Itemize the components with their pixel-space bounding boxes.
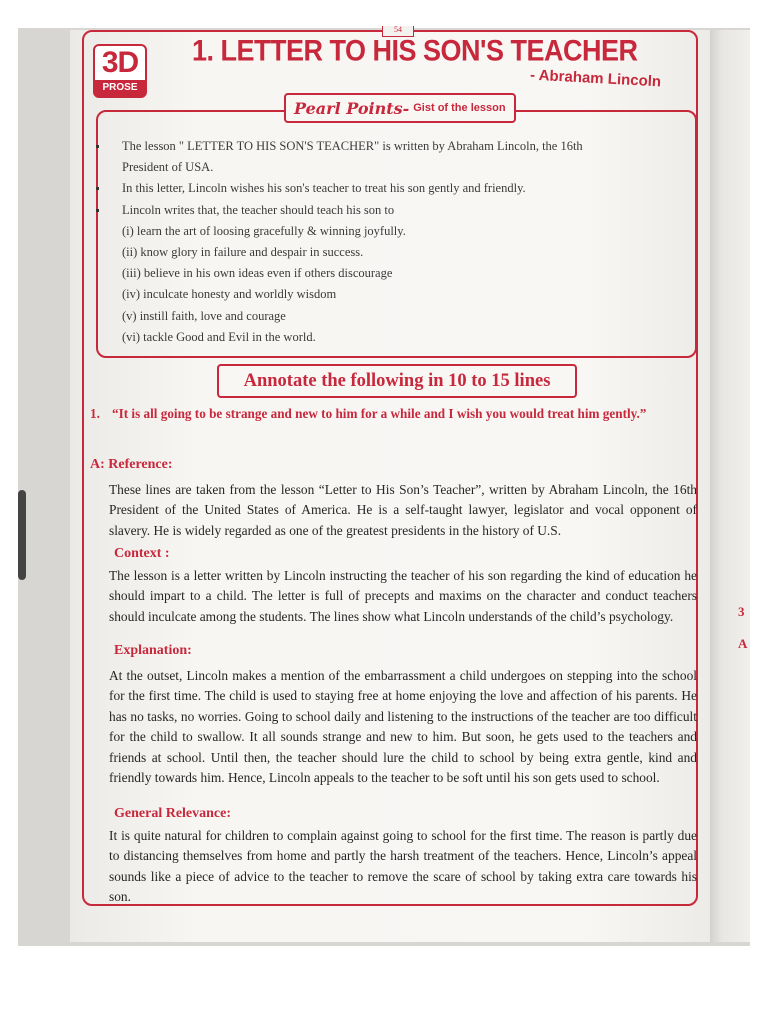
- page-number: 54: [382, 26, 414, 37]
- gist-label: [284, 93, 516, 123]
- gist-line: The lesson " LETTER TO HIS SON'S TEACHER" is written by Abraham Lincoln, the 16th: [108, 136, 688, 157]
- edge-mark-letter: A: [738, 636, 748, 651]
- next-page-edge: [704, 30, 750, 942]
- annotate-heading: Annotate the following in 10 to 15 lines: [243, 370, 551, 391]
- gist-label-script: Pearl Points-: [294, 98, 410, 118]
- relevance-text: It is quite natural for children to complain against going to school for the first time. The reason is partly due to distancing themselves from home and partly the harsh treatment of the teachers. Hence, Lincoln’s appeal sounds like a piece of advice to the teacher to remove the scare of school by taking extra care towards his son.: [109, 828, 697, 905]
- relevance-heading: General Relevance:: [114, 806, 232, 821]
- gist-line: (v) instill faith, love and courage: [122, 308, 286, 323]
- question-1: [90, 403, 702, 424]
- gist-line: President of USA.: [122, 160, 214, 175]
- reference-heading: A: Reference:: [90, 457, 173, 472]
- logo-tag: PROSE: [95, 80, 145, 96]
- gist-line: Lincoln writes that, the teacher should teach his son to: [108, 200, 688, 221]
- gist-line: In this letter, Lincoln wishes his son's teacher to treat his son gently and friendly.: [108, 178, 688, 199]
- author-name: - Abraham Lincoln: [529, 66, 662, 91]
- gist-line: (iv) inculcate honesty and worldly wisdom: [122, 287, 337, 302]
- finger-shadow: [18, 490, 26, 580]
- gist-list: [108, 136, 688, 348]
- gist-line: (vi) tackle Good and Evil in the world.: [122, 329, 316, 344]
- logo-text: 3D: [101, 46, 139, 79]
- gist-label-bold: Gist of the lesson: [413, 102, 506, 114]
- explanation-heading: Explanation:: [114, 643, 192, 658]
- question-number: 1.: [90, 406, 100, 421]
- question-text: “It is all going to be strange and new to him for a while and I wish you would treat him gently.”: [112, 406, 647, 421]
- gist-line: (i) learn the art of loosing gracefully & winning joyfully.: [122, 223, 406, 238]
- lesson-title: 1. LETTER TO HIS SON'S TEACHER: [192, 34, 638, 68]
- context-heading: Context :: [114, 546, 170, 561]
- series-logo: [93, 44, 147, 98]
- gist-line: (iii) believe in his own ideas even if others discourage: [122, 266, 393, 281]
- context-text: The lesson is a letter written by Lincoln instructing the teacher of his son regarding the kind of education he should impart to a child. The letter is full of precepts and maxims on the character and conduct teachers should inculcate among the students. The lines show what Lincoln understands of the child’s psychology.: [109, 568, 697, 624]
- edge-mark-number: 3: [738, 604, 745, 619]
- gist-line: (ii) know glory in failure and despair in success.: [122, 244, 364, 259]
- annotate-heading-box: [217, 364, 577, 398]
- reference-text: These lines are taken from the lesson “Letter to His Son’s Teacher”, written by Abraham Lincoln, the 16th President of the United States of America. He is a self-taught lawyer, legislator and vocal opponent of slavery. He is widely regarded as one of the greatest presidents in the history of U.S.: [109, 482, 697, 538]
- explanation-text: At the outset, Lincoln makes a mention of the embarrassment a child undergoes on stepping into the school for the first time. The child is used to staying free at home enjoying the love and affection of his parents. He has no tasks, no worries. Going to school daily and listening to the instructions of the teacher are too difficult for the child to swallow. It all sounds strange and new to him. But soon, he gets used to the teachers and friends at school. Until then, the teacher should lure the child to school by being extra gentle, kind and friendly towards him. Hence, Lincoln appeals to the teacher to be soft until his son gets used to school.: [109, 668, 697, 786]
